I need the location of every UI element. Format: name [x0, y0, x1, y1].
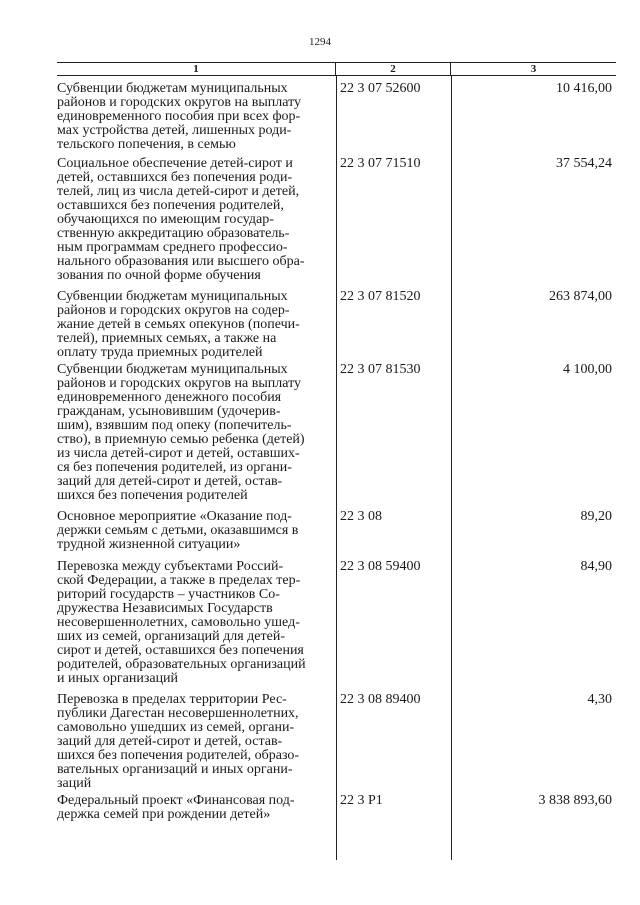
row-amount: 4 100,00: [563, 362, 612, 377]
description-line: единовременного денежного пособия: [57, 390, 282, 405]
description-line: мах устройства детей, лишенных роди-: [57, 123, 292, 138]
row-description: [57, 510, 336, 552]
description-line: районов и городских округов на выплату: [57, 95, 302, 110]
row-code: 22 3 08 59400: [340, 559, 421, 574]
description-line: держки семьям с детьми, оказавшимся в: [57, 523, 299, 538]
table-row: [57, 794, 616, 822]
description-line: жание детей в семьях опекунов (попечи-: [57, 317, 300, 332]
row-amount: 37 554,24: [556, 156, 612, 171]
description-line: риторий государств – участников Со-: [57, 587, 280, 602]
description-line: самовольно ушедших из семей, органи-: [57, 720, 295, 735]
description-line: родителей, образовательных организаций: [57, 657, 306, 672]
row-description: [57, 157, 336, 283]
row-description: [57, 363, 336, 503]
row-description: [57, 560, 336, 686]
description-line: шихся без попечения родителей: [57, 488, 248, 503]
description-line: ших из семей, организаций для детей-: [57, 629, 285, 644]
description-line: несовершеннолетних, самовольно ушед-: [57, 615, 300, 630]
budget-table: [57, 62, 616, 822]
table-row: [57, 363, 616, 503]
row-description: [57, 82, 336, 152]
description-line: гражданам, усыновившим (удочерив-: [57, 404, 281, 419]
description-line: держка семей при рождении детей»: [57, 807, 271, 822]
description-line: ство), в приемную семью ребенка (детей): [57, 432, 305, 447]
row-code: 22 3 P1: [340, 793, 383, 808]
description-line: ственную аккредитацию образователь-: [57, 226, 290, 241]
description-line: телей, лиц из числа детей-сирот и детей,: [57, 184, 300, 199]
description-line: вательных организаций и иных органи-: [57, 762, 293, 777]
description-line: районов и городских округов на содер-: [57, 303, 290, 318]
description-line: нального образования или высшего обра-: [57, 254, 305, 269]
description-line: Субвенции бюджетам муниципальных: [57, 289, 288, 304]
description-line: шихся без попечения родителей, образо-: [57, 748, 300, 763]
description-line: заций для детей-сирот и детей, остав-: [57, 734, 283, 749]
page-number: 1294: [309, 36, 331, 48]
description-line: трудной жизненной ситуации»: [57, 537, 241, 552]
description-line: Субвенции бюджетам муниципальных: [57, 81, 288, 96]
table-row: [57, 560, 616, 686]
column-header-1: 1: [57, 63, 336, 75]
row-amount: 4,30: [587, 692, 612, 707]
row-amount: 84,90: [580, 559, 612, 574]
row-description: [57, 794, 336, 822]
description-line: Субвенции бюджетам муниципальных: [57, 362, 288, 377]
description-line: обучающихся по имеющим государ-: [57, 212, 274, 227]
description-line: Федеральный проект «Финансовая под-: [57, 793, 295, 808]
row-amount: 3 838 893,60: [538, 793, 612, 808]
description-line: оставшихся без попечения родителей,: [57, 198, 284, 213]
description-line: единовременного пособия при всех фор-: [57, 109, 301, 124]
description-line: и иных организаций: [57, 671, 179, 686]
row-code: 22 3 07 52600: [340, 81, 421, 96]
description-line: Перевозка в пределах территории Рес-: [57, 692, 287, 707]
description-line: зования по очной форме обучения: [57, 268, 261, 283]
description-line: заций: [57, 776, 92, 791]
row-code: 22 3 08 89400: [340, 692, 421, 707]
description-line: районов и городских округов на выплату: [57, 376, 302, 391]
column-header-3: 3: [530, 63, 537, 75]
table-row: [57, 82, 616, 152]
description-line: оплату труда приемных родителей: [57, 345, 263, 360]
row-code: 22 3 07 81520: [340, 289, 421, 304]
row-description: [57, 290, 336, 360]
table-row: [57, 693, 616, 791]
column-header-2: 2: [336, 63, 451, 75]
table-row: [57, 157, 616, 283]
row-amount: 89,20: [580, 509, 612, 524]
table-header: [57, 62, 616, 76]
row-code: 22 3 07 71510: [340, 156, 421, 171]
description-line: Социальное обеспечение детей-сирот и: [57, 156, 293, 171]
description-line: тельского попечения, в семью: [57, 137, 236, 152]
row-description: [57, 693, 336, 791]
description-line: ся без попечения родителей, из органи-: [57, 460, 292, 475]
description-line: детей, оставшихся без попечения роди-: [57, 170, 293, 185]
row-code: 22 3 07 81530: [340, 362, 421, 377]
description-line: Перевозка между субъектами Россий-: [57, 559, 284, 574]
description-line: Основное мероприятие «Оказание под-: [57, 509, 292, 524]
description-line: публики Дагестан несовершеннолетних,: [57, 706, 299, 721]
description-line: ской Федерации, а также в пределах тер-: [57, 573, 301, 588]
description-line: заций для детей-сирот и детей, остав-: [57, 474, 283, 489]
description-line: ным программам среднего профессио-: [57, 240, 288, 255]
description-line: из числа детей-сирот и детей, оставших-: [57, 446, 300, 461]
table-row: [57, 290, 616, 360]
description-line: дружества Независимых Государств: [57, 601, 273, 616]
row-code: 22 3 08: [340, 509, 382, 524]
description-line: телей), приемных семьях, а также на: [57, 331, 277, 346]
table-row: [57, 510, 616, 552]
description-line: шим), взявшим под опеку (попечитель-: [57, 418, 292, 433]
description-line: сирот и детей, оставшихся без попечения: [57, 643, 304, 658]
row-amount: 10 416,00: [556, 81, 612, 96]
row-amount: 263 874,00: [549, 289, 612, 304]
